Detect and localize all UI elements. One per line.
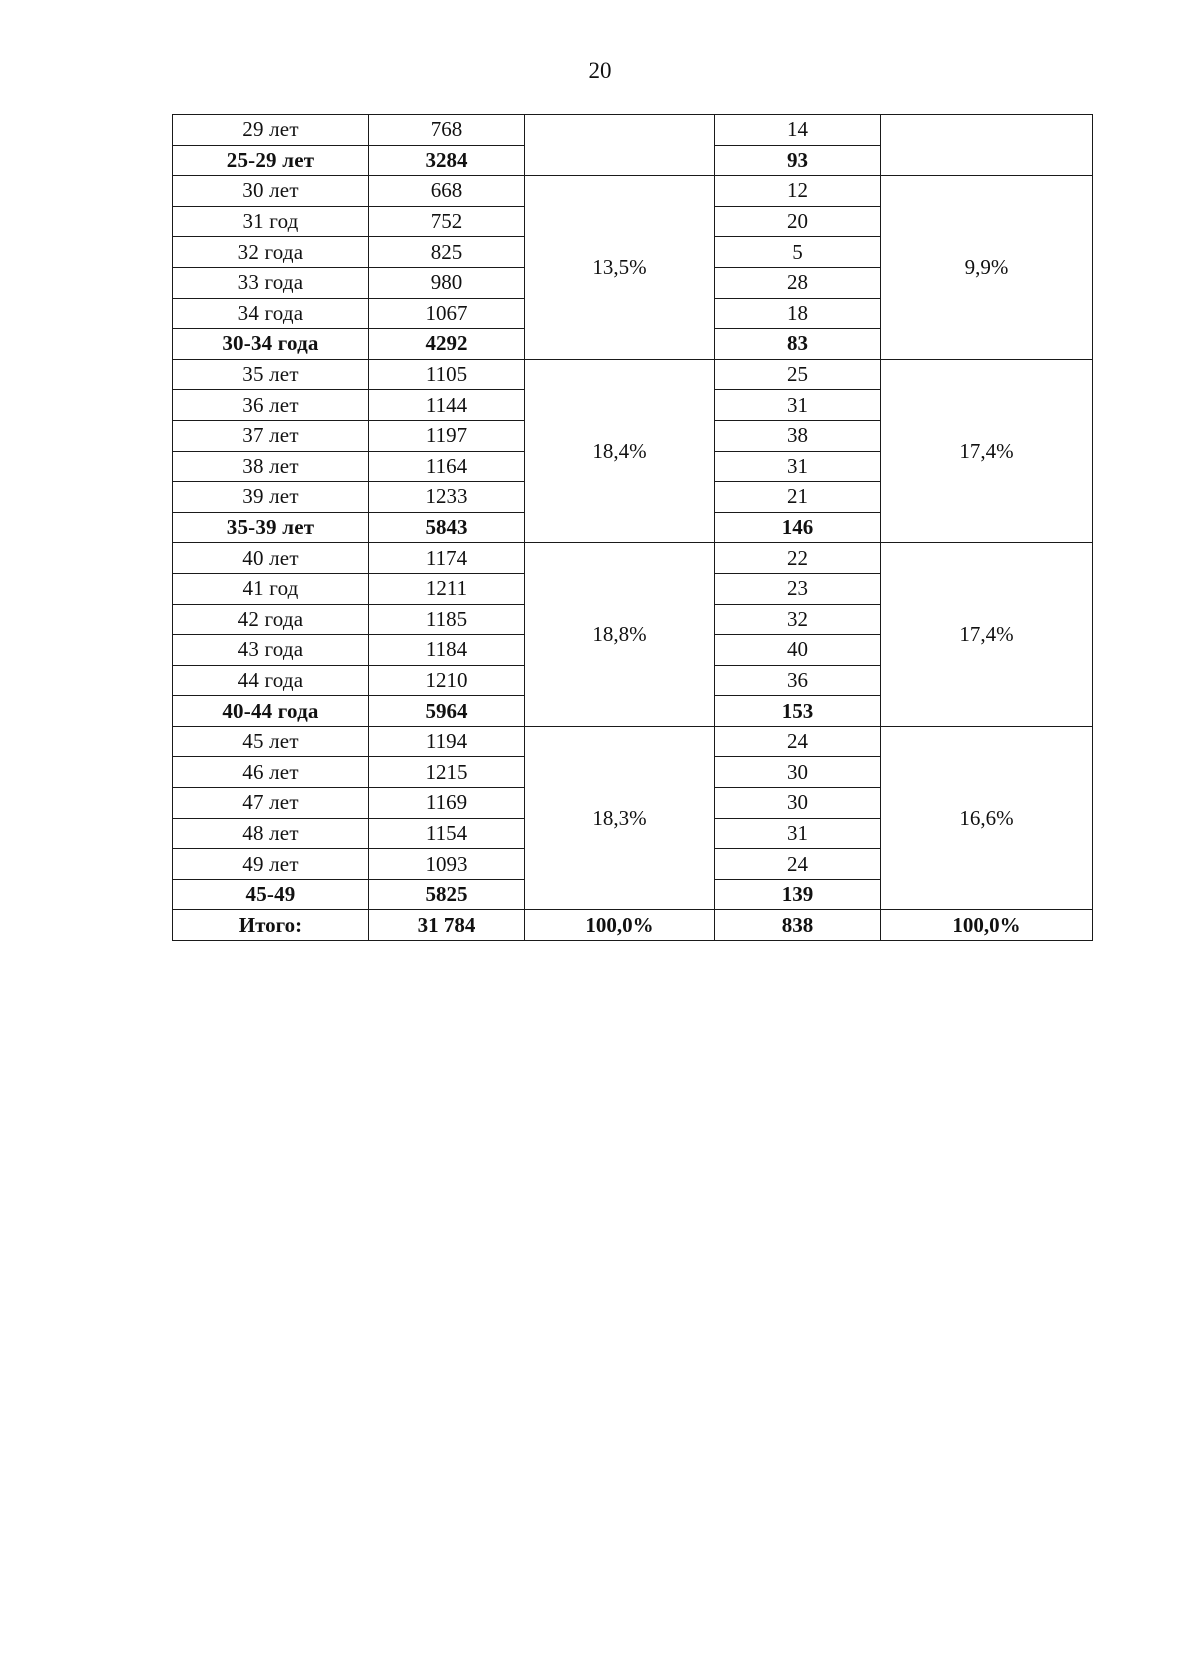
- age-label: 35 лет: [173, 359, 369, 390]
- group-share2-cell: 17,4%: [881, 543, 1093, 727]
- count2-cell: 30: [715, 788, 881, 819]
- group-share2-cell: [881, 115, 1093, 176]
- count2-cell: 153: [715, 696, 881, 727]
- group-share-cell: 18,4%: [525, 359, 715, 543]
- count2-cell: 5: [715, 237, 881, 268]
- count-cell: 1184: [369, 635, 525, 666]
- group-share2-cell: 9,9%: [881, 176, 1093, 360]
- count-cell: 1105: [369, 359, 525, 390]
- age-label: 43 года: [173, 635, 369, 666]
- count2-cell: 20: [715, 206, 881, 237]
- age-label: 34 года: [173, 298, 369, 329]
- total-count2: 838: [715, 910, 881, 941]
- count-cell: 1185: [369, 604, 525, 635]
- age-label: 33 года: [173, 267, 369, 298]
- group-share-cell: 18,8%: [525, 543, 715, 727]
- count-cell: 1211: [369, 573, 525, 604]
- group-share2-cell: 16,6%: [881, 726, 1093, 910]
- age-label: 30 лет: [173, 176, 369, 207]
- count-cell: 5964: [369, 696, 525, 727]
- count2-cell: 28: [715, 267, 881, 298]
- age-label: 45 лет: [173, 726, 369, 757]
- count2-cell: 18: [715, 298, 881, 329]
- age-label: 31 год: [173, 206, 369, 237]
- age-label: 46 лет: [173, 757, 369, 788]
- age-label: 37 лет: [173, 420, 369, 451]
- count2-cell: 146: [715, 512, 881, 543]
- group-share2-cell: 17,4%: [881, 359, 1093, 543]
- table-row: [173, 359, 1093, 390]
- count-cell: 1144: [369, 390, 525, 421]
- count2-cell: 93: [715, 145, 881, 176]
- age-group-label: 35-39 лет: [173, 512, 369, 543]
- age-label: 41 год: [173, 573, 369, 604]
- count2-cell: 30: [715, 757, 881, 788]
- age-label: 44 года: [173, 665, 369, 696]
- count2-cell: 24: [715, 726, 881, 757]
- count-cell: 1093: [369, 849, 525, 880]
- count2-cell: 139: [715, 879, 881, 910]
- count-cell: 1197: [369, 420, 525, 451]
- group-share-cell: 13,5%: [525, 176, 715, 360]
- table-row: [173, 543, 1093, 574]
- age-label: 32 года: [173, 237, 369, 268]
- count-cell: 3284: [369, 145, 525, 176]
- count2-cell: 83: [715, 329, 881, 360]
- count2-cell: 32: [715, 604, 881, 635]
- count-cell: 1154: [369, 818, 525, 849]
- count-cell: 1174: [369, 543, 525, 574]
- age-label: 38 лет: [173, 451, 369, 482]
- group-share-cell: 18,3%: [525, 726, 715, 910]
- count-cell: 5825: [369, 879, 525, 910]
- count2-cell: 21: [715, 482, 881, 513]
- page-number: 20: [588, 58, 612, 83]
- count2-cell: 40: [715, 635, 881, 666]
- count2-cell: 36: [715, 665, 881, 696]
- age-label: 42 года: [173, 604, 369, 635]
- total-share2: 100,0%: [881, 910, 1093, 941]
- count-cell: 668: [369, 176, 525, 207]
- total-label: Итого:: [173, 910, 369, 941]
- age-group-label: 30-34 года: [173, 329, 369, 360]
- age-label: 40 лет: [173, 543, 369, 574]
- count-cell: 1164: [369, 451, 525, 482]
- total-share: 100,0%: [525, 910, 715, 941]
- count-cell: 980: [369, 267, 525, 298]
- age-group-label: 45-49: [173, 879, 369, 910]
- count2-cell: 25: [715, 359, 881, 390]
- age-label: 49 лет: [173, 849, 369, 880]
- count-cell: 1210: [369, 665, 525, 696]
- count-cell: 1169: [369, 788, 525, 819]
- age-label: 36 лет: [173, 390, 369, 421]
- count2-cell: 31: [715, 390, 881, 421]
- table-row: [173, 115, 1093, 146]
- count-cell: 1067: [369, 298, 525, 329]
- age-label: 39 лет: [173, 482, 369, 513]
- age-label: 47 лет: [173, 788, 369, 819]
- age-group-label: 40-44 года: [173, 696, 369, 727]
- total-count: 31 784: [369, 910, 525, 941]
- age-group-label: 25-29 лет: [173, 145, 369, 176]
- count2-cell: 22: [715, 543, 881, 574]
- age-distribution-table: [172, 114, 1093, 941]
- count-cell: 768: [369, 115, 525, 146]
- total-row: [173, 910, 1093, 941]
- count2-cell: 14: [715, 115, 881, 146]
- count2-cell: 31: [715, 818, 881, 849]
- table-row: [173, 726, 1093, 757]
- count-cell: 1215: [369, 757, 525, 788]
- count2-cell: 31: [715, 451, 881, 482]
- count2-cell: 38: [715, 420, 881, 451]
- count-cell: 5843: [369, 512, 525, 543]
- count-cell: 4292: [369, 329, 525, 360]
- age-label: 29 лет: [173, 115, 369, 146]
- table-row: [173, 176, 1093, 207]
- count-cell: 825: [369, 237, 525, 268]
- count2-cell: 12: [715, 176, 881, 207]
- count2-cell: 23: [715, 573, 881, 604]
- age-label: 48 лет: [173, 818, 369, 849]
- count-cell: 752: [369, 206, 525, 237]
- count-cell: 1194: [369, 726, 525, 757]
- count2-cell: 24: [715, 849, 881, 880]
- count-cell: 1233: [369, 482, 525, 513]
- group-share-cell: [525, 115, 715, 176]
